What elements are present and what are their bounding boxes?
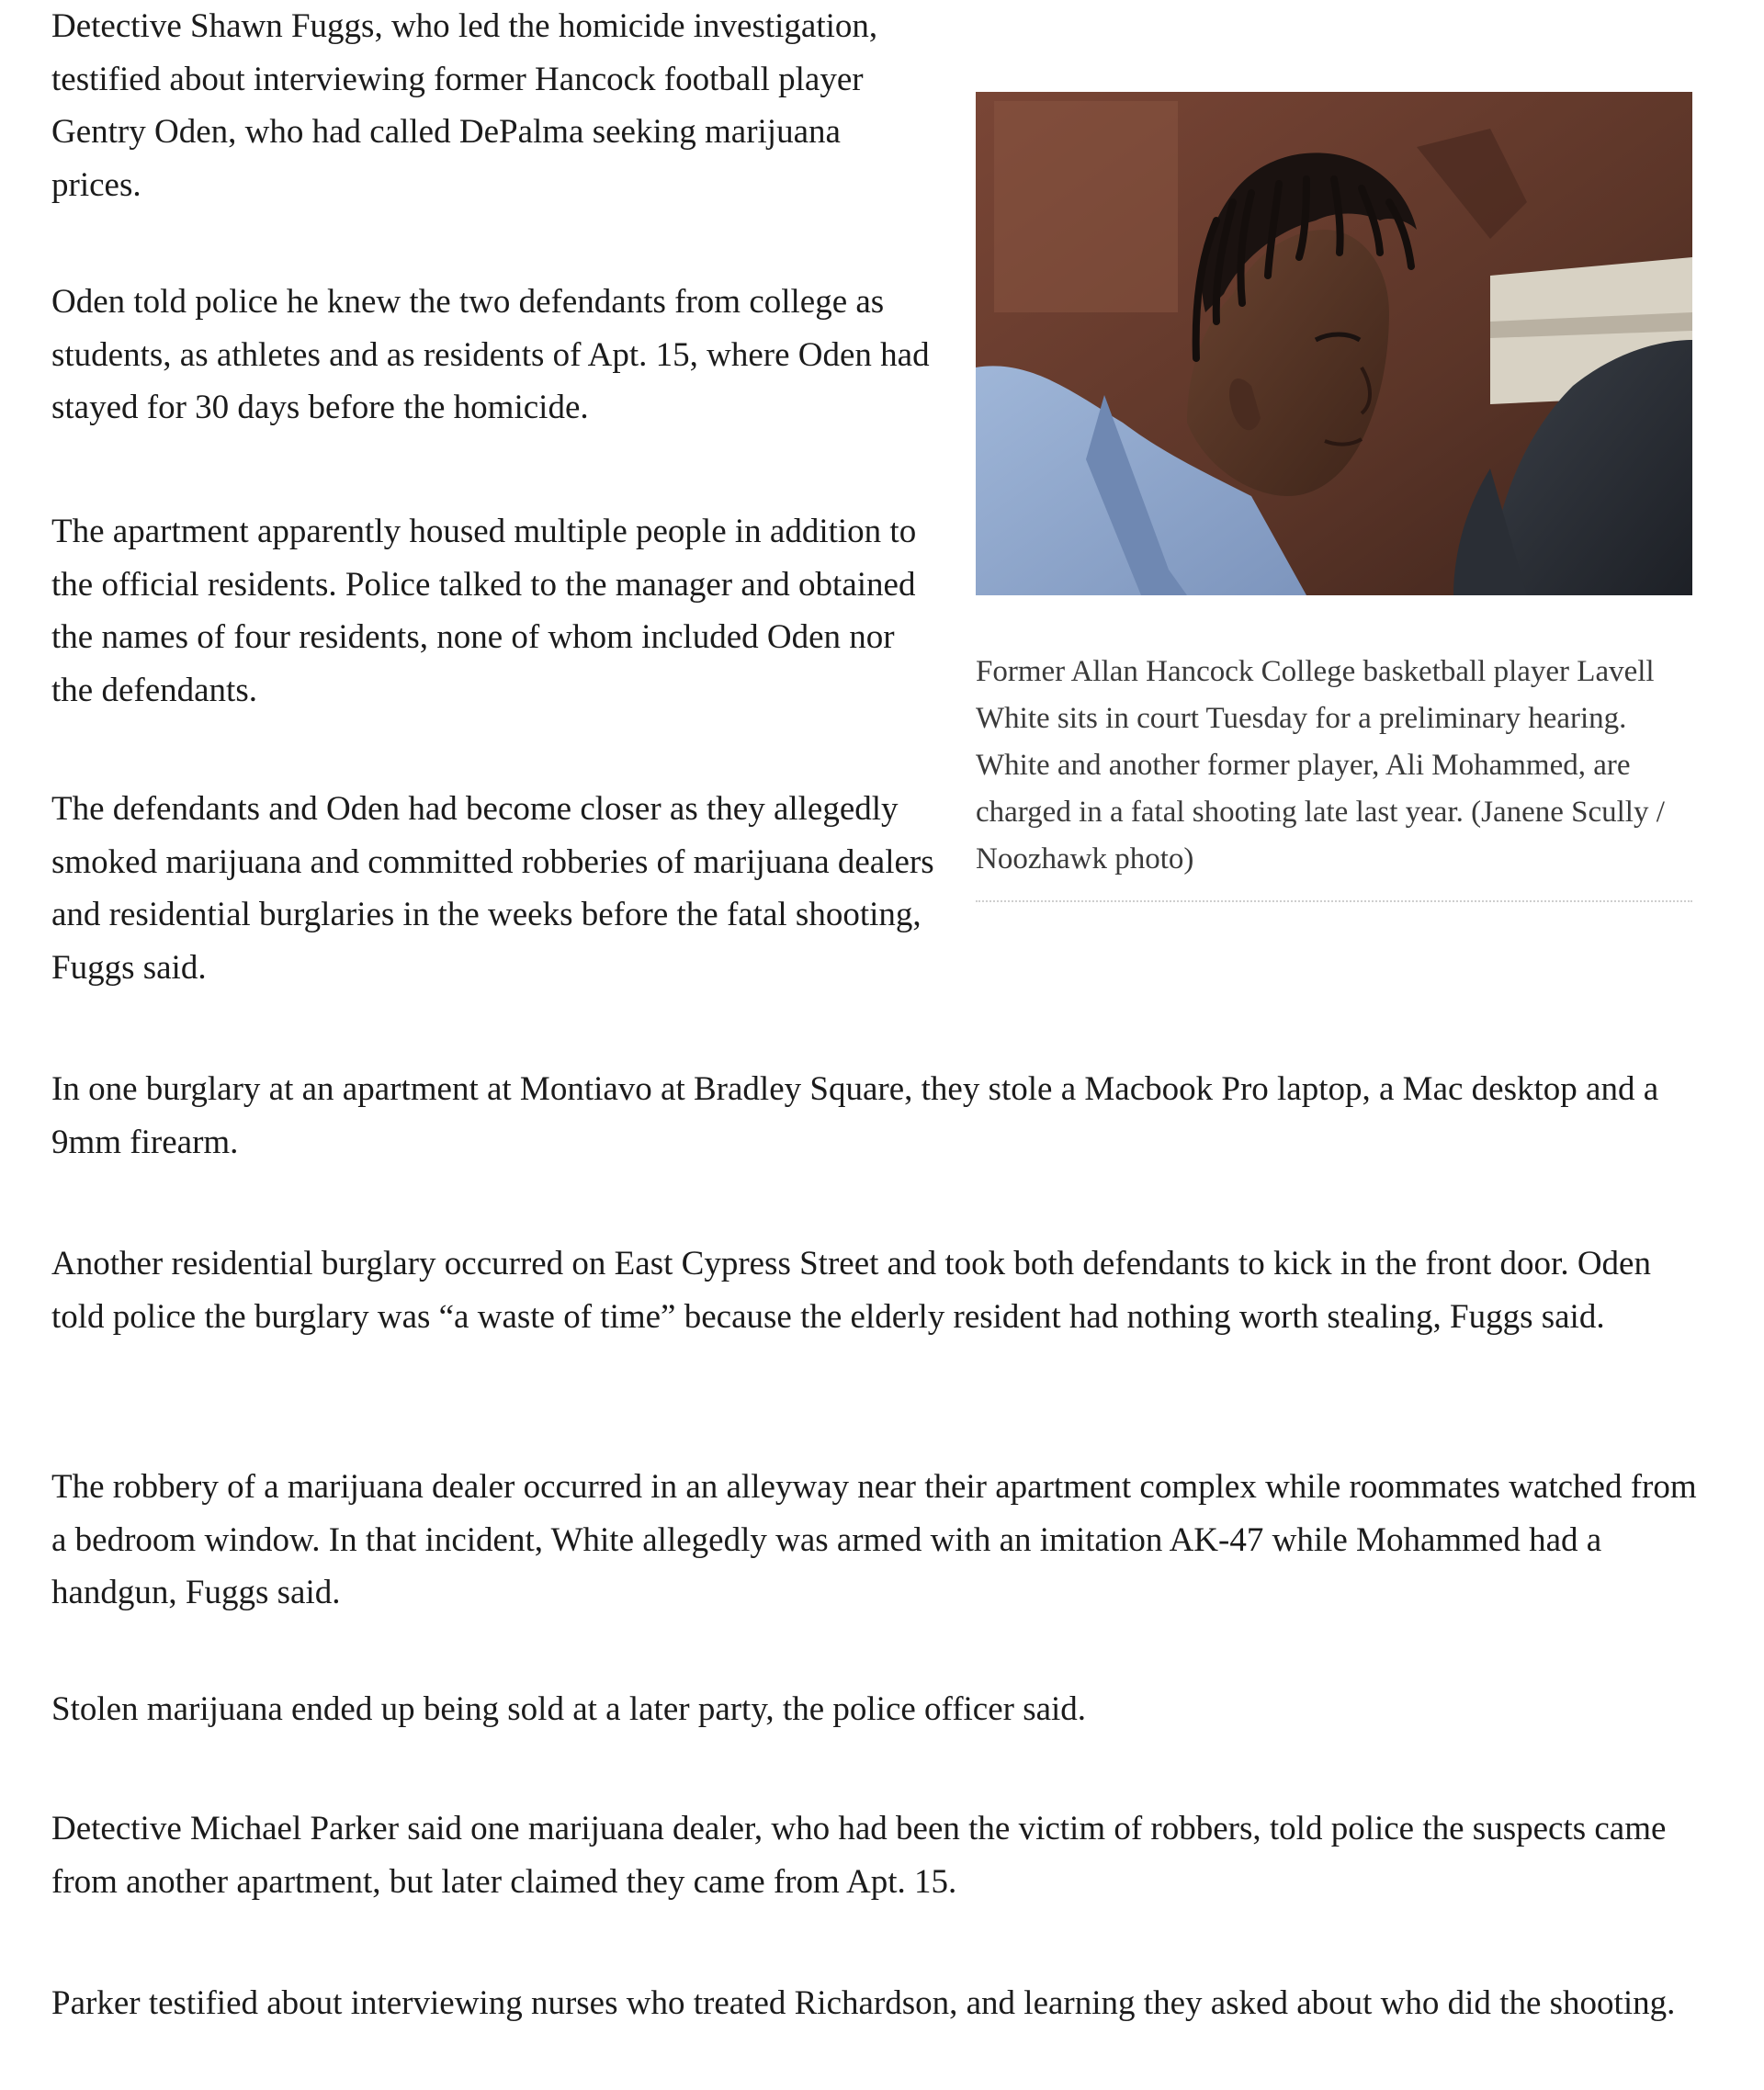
- paragraph-alleyway-robbery: The robbery of a marijuana dealer occurred in an alleyway near their apartment complex while roommates watched from a bedroom window. In that incident, White allegedly was armed with an imitation AK-47 while Mohammed had a handgun, Fuggs said.: [51, 1468, 1697, 1611]
- paragraph-apartment-residents: The apartment apparently housed multiple people in addition to the official residents. Police talked to the manager and obtained the names of four residents, none of whom included Oden nor the defendants.: [51, 513, 917, 709]
- paragraph-stolen-marijuana: Stolen marijuana ended up being sold at a later party, the police officer said.: [51, 1690, 1087, 1728]
- paragraph-montiavo-burglary: In one burglary at an apartment at Montiavo at Bradley Square, they stole a Macbook Pro laptop, a Mac desktop and a 9mm firearm.: [51, 1070, 1659, 1161]
- paragraph-oden-residence: Oden told police he knew the two defendants from college as students, as athletes and as residents of Apt. 15, where Oden had stayed for 30 days before the homicide.: [51, 283, 930, 426]
- courtroom-photo: [976, 92, 1692, 595]
- paragraph-robberies: The defendants and Oden had become closer as they allegedly smoked marijuana and committed robberies of marijuana dealers and residential burglaries in the weeks before the fatal shooting, Fuggs said.: [51, 790, 934, 987]
- paragraph-parker-dealer: Detective Michael Parker said one marijuana dealer, who had been the victim of robbers, told police the suspects came from another apartment, but later claimed they came from Apt. 15.: [51, 1810, 1667, 1901]
- photo-caption: Former Allan Hancock College basketball player Lavell White sits in court Tuesday for a preliminary hearing. White and another former player, Ali Mohammed, are charged in a fatal shooting late last year. (Janene Scully / Noozhawk photo): [976, 655, 1665, 876]
- caption-divider: [976, 900, 1692, 902]
- paragraph-parker-nurses: Parker testified about interviewing nurses who treated Richardson, and learning they asked about who did the shooting.: [51, 1984, 1676, 2022]
- paragraph-fuggs-testimony: Detective Shawn Fuggs, who led the homicide investigation, testified about interviewing former Hancock football player Gentry Oden, who had called DePalma seeking marijuana prices.: [51, 7, 878, 204]
- paragraph-cypress-burglary: Another residential burglary occurred on East Cypress Street and took both defendants to kick in the front door. Oden told police the burglary was “a waste of time” because the elderly resident had nothing worth stealing, Fuggs said.: [51, 1245, 1651, 1336]
- courtroom-photo-illustration: [976, 92, 1692, 595]
